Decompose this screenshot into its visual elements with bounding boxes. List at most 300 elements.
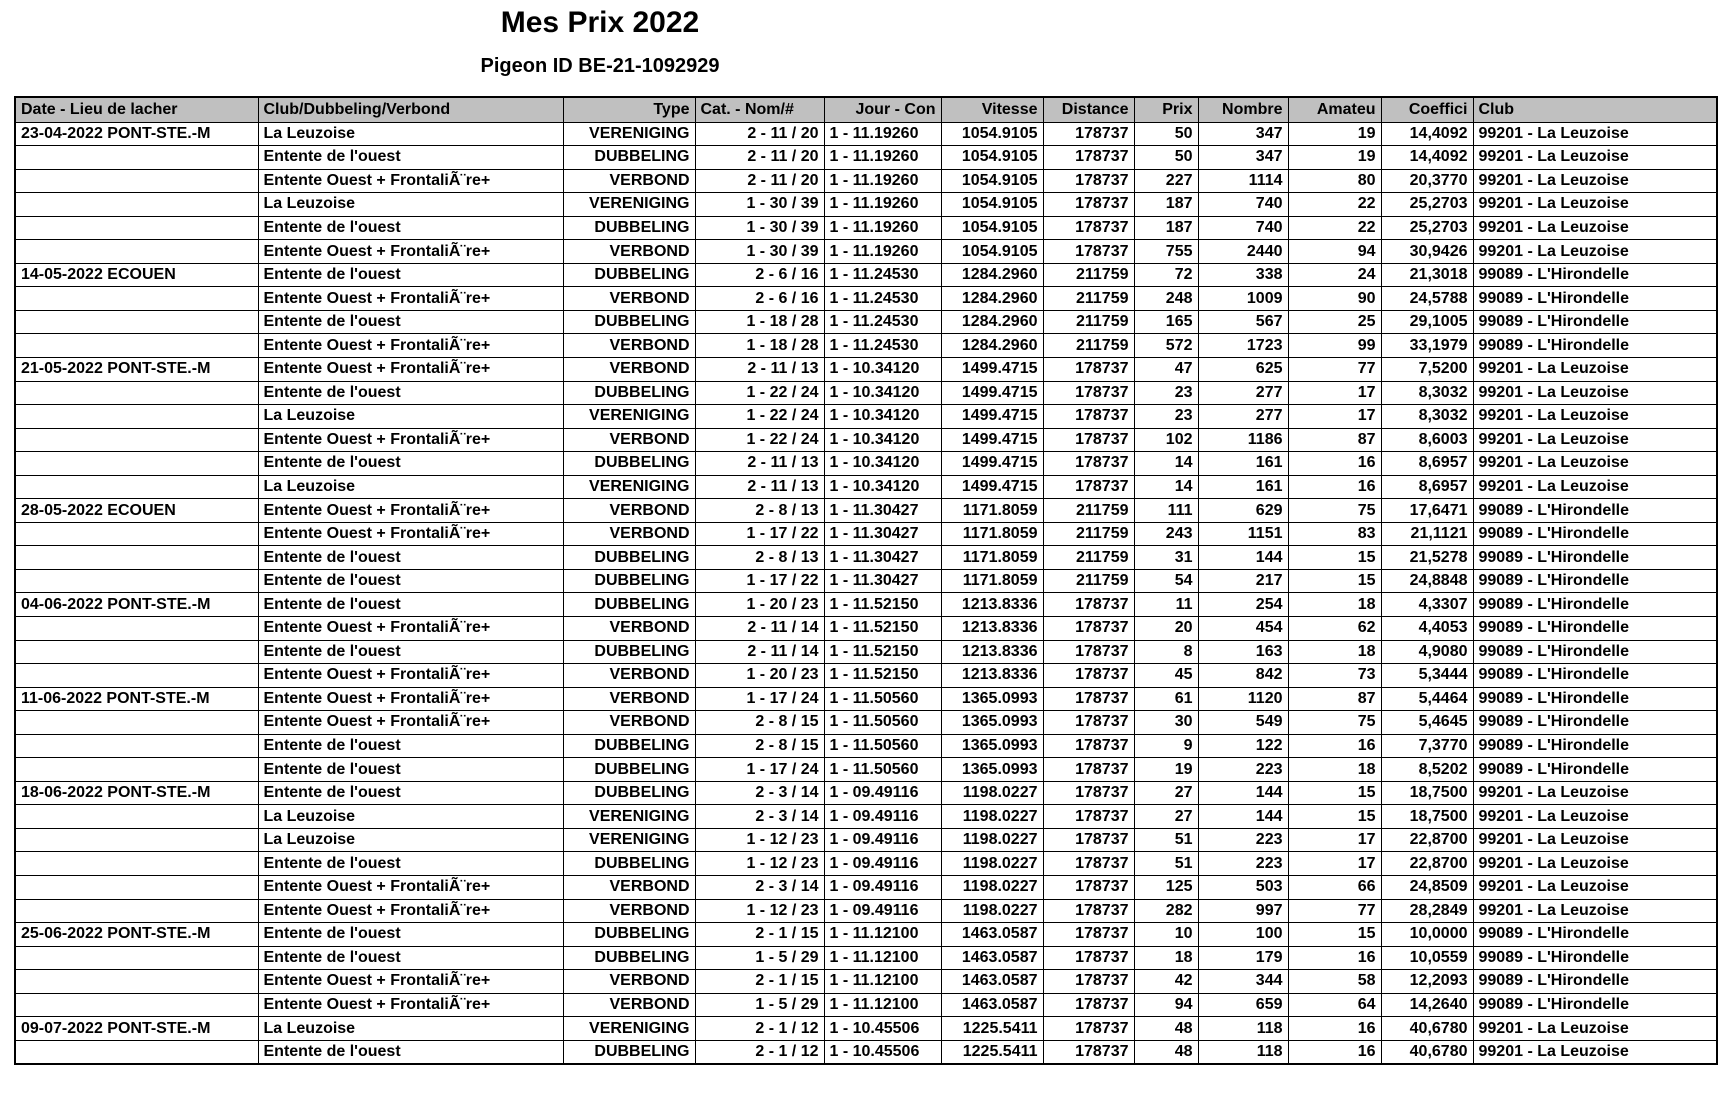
table-row: [15, 169, 1717, 193]
table-cell: 344: [1198, 970, 1288, 994]
table-cell: VERENIGING: [563, 475, 695, 499]
table-cell: [15, 146, 258, 170]
table-cell: 1171.8059: [941, 546, 1043, 570]
table-cell: 99089 - L'Hirondelle: [1473, 993, 1717, 1017]
table-cell: 549: [1198, 711, 1288, 735]
table-cell: 4,4053: [1381, 616, 1473, 640]
table-cell: 22: [1288, 216, 1381, 240]
table-cell: VERENIGING: [563, 805, 695, 829]
table-cell: 1 - 10.45506: [824, 1040, 941, 1064]
table-cell: 29,1005: [1381, 310, 1473, 334]
table-cell: 48: [1134, 1017, 1198, 1041]
table-cell: 161: [1198, 475, 1288, 499]
table-cell: 22,8700: [1381, 852, 1473, 876]
table-row: [15, 146, 1717, 170]
table-row: [15, 711, 1717, 735]
table-cell: 16: [1288, 452, 1381, 476]
table-cell: 11: [1134, 593, 1198, 617]
table-cell: 2 - 6 / 16: [695, 287, 824, 311]
table-cell: 211759: [1043, 546, 1134, 570]
table-cell: 2 - 11 / 13: [695, 357, 824, 381]
table-cell: 227: [1134, 169, 1198, 193]
table-cell: La Leuzoise: [258, 475, 563, 499]
table-cell: [15, 569, 258, 593]
table-cell: 09-07-2022 PONT-STE.-M: [15, 1017, 258, 1041]
table-cell: 842: [1198, 664, 1288, 688]
table-cell: 1 - 11.50560: [824, 734, 941, 758]
table-cell: 1284.2960: [941, 334, 1043, 358]
table-row: [15, 993, 1717, 1017]
table-cell: VERENIGING: [563, 193, 695, 217]
table-row: [15, 805, 1717, 829]
table-cell: 2 - 11 / 20: [695, 122, 824, 146]
table-cell: 1151: [1198, 522, 1288, 546]
table-cell: Entente Ouest + FrontaliÃ¨re+: [258, 334, 563, 358]
table-cell: [15, 734, 258, 758]
table-cell: 90: [1288, 287, 1381, 311]
table-cell: 179: [1198, 946, 1288, 970]
table-cell: 5,3444: [1381, 664, 1473, 688]
table-cell: 1 - 17 / 24: [695, 687, 824, 711]
table-cell: 1 - 11.19260: [824, 169, 941, 193]
table-cell: 04-06-2022 PONT-STE.-M: [15, 593, 258, 617]
table-cell: 1 - 11.19260: [824, 193, 941, 217]
table-cell: [15, 452, 258, 476]
table-cell: 8,6957: [1381, 452, 1473, 476]
table-cell: 1 - 10.34120: [824, 357, 941, 381]
table-cell: 18,7500: [1381, 805, 1473, 829]
table-cell: 1 - 20 / 23: [695, 664, 824, 688]
table-cell: 997: [1198, 899, 1288, 923]
table-cell: 48: [1134, 1040, 1198, 1064]
table-cell: 51: [1134, 828, 1198, 852]
table-row: [15, 546, 1717, 570]
table-cell: 99201 - La Leuzoise: [1473, 781, 1717, 805]
table-cell: 1 - 09.49116: [824, 781, 941, 805]
table-row: [15, 640, 1717, 664]
table-cell: 99089 - L'Hirondelle: [1473, 287, 1717, 311]
table-cell: 94: [1288, 240, 1381, 264]
table-cell: 1499.4715: [941, 475, 1043, 499]
table-cell: 567: [1198, 310, 1288, 334]
table-cell: 1198.0227: [941, 828, 1043, 852]
table-cell: 165: [1134, 310, 1198, 334]
table-cell: 31: [1134, 546, 1198, 570]
table-cell: [15, 240, 258, 264]
report-header: [0, 6, 1200, 78]
table-cell: 99201 - La Leuzoise: [1473, 405, 1717, 429]
table-cell: 125: [1134, 876, 1198, 900]
table-cell: 73: [1288, 664, 1381, 688]
table-cell: 99201 - La Leuzoise: [1473, 805, 1717, 829]
prizes-table: [14, 96, 1718, 1065]
table-cell: 223: [1198, 758, 1288, 782]
table-cell: DUBBELING: [563, 852, 695, 876]
table-cell: 2 - 11 / 13: [695, 452, 824, 476]
table-cell: [15, 616, 258, 640]
table-cell: 1 - 22 / 24: [695, 428, 824, 452]
table-cell: 144: [1198, 781, 1288, 805]
table-cell: 178737: [1043, 240, 1134, 264]
table-cell: 178737: [1043, 970, 1134, 994]
table-cell: 2 - 1 / 15: [695, 923, 824, 947]
table-cell: 30,9426: [1381, 240, 1473, 264]
column-header: Date - Lieu de lacher: [15, 97, 258, 122]
table-cell: VERBOND: [563, 899, 695, 923]
table-cell: 211759: [1043, 263, 1134, 287]
table-cell: VERBOND: [563, 664, 695, 688]
table-row: [15, 122, 1717, 146]
table-cell: DUBBELING: [563, 263, 695, 287]
table-row: [15, 334, 1717, 358]
table-cell: 99089 - L'Hirondelle: [1473, 499, 1717, 523]
table-cell: 178737: [1043, 828, 1134, 852]
table-cell: 8,5202: [1381, 758, 1473, 782]
table-cell: 2 - 11 / 20: [695, 146, 824, 170]
header-row: [15, 97, 1717, 122]
table-cell: 2 - 3 / 14: [695, 876, 824, 900]
table-cell: 15: [1288, 781, 1381, 805]
table-cell: Entente de l'ouest: [258, 734, 563, 758]
table-cell: 1 - 12 / 23: [695, 852, 824, 876]
table-cell: 187: [1134, 216, 1198, 240]
table-cell: Entente de l'ouest: [258, 640, 563, 664]
table-cell: VERENIGING: [563, 1017, 695, 1041]
table-cell: 1171.8059: [941, 499, 1043, 523]
table-cell: [15, 970, 258, 994]
table-cell: 99089 - L'Hirondelle: [1473, 569, 1717, 593]
table-cell: VERBOND: [563, 499, 695, 523]
table-cell: 1 - 09.49116: [824, 899, 941, 923]
table-cell: 1 - 30 / 39: [695, 240, 824, 264]
table-cell: 347: [1198, 122, 1288, 146]
table-cell: 282: [1134, 899, 1198, 923]
table-cell: [15, 1040, 258, 1064]
table-cell: 1 - 5 / 29: [695, 993, 824, 1017]
table-cell: [15, 216, 258, 240]
table-cell: 1 - 11.52150: [824, 664, 941, 688]
table-cell: 4,9080: [1381, 640, 1473, 664]
table-cell: 1054.9105: [941, 146, 1043, 170]
table-cell: [15, 287, 258, 311]
table-cell: 8: [1134, 640, 1198, 664]
table-cell: 163: [1198, 640, 1288, 664]
table-cell: 87: [1288, 687, 1381, 711]
table-cell: Entente Ouest + FrontaliÃ¨re+: [258, 993, 563, 1017]
table-cell: 178737: [1043, 758, 1134, 782]
table-cell: 629: [1198, 499, 1288, 523]
table-row: [15, 899, 1717, 923]
table-cell: 99089 - L'Hirondelle: [1473, 616, 1717, 640]
table-cell: DUBBELING: [563, 146, 695, 170]
table-cell: 22: [1288, 193, 1381, 217]
table-cell: 19: [1288, 122, 1381, 146]
table-cell: Entente de l'ouest: [258, 569, 563, 593]
table-cell: 178737: [1043, 122, 1134, 146]
table-cell: 2 - 1 / 15: [695, 970, 824, 994]
table-cell: DUBBELING: [563, 452, 695, 476]
table-row: [15, 1017, 1717, 1041]
table-cell: 2 - 6 / 16: [695, 263, 824, 287]
table-cell: VERBOND: [563, 616, 695, 640]
table-cell: 27: [1134, 805, 1198, 829]
table-row: [15, 428, 1717, 452]
table-cell: 178737: [1043, 1017, 1134, 1041]
table-cell: 1 - 11.19260: [824, 146, 941, 170]
table-cell: 1054.9105: [941, 240, 1043, 264]
table-cell: 1284.2960: [941, 287, 1043, 311]
table-cell: [15, 640, 258, 664]
table-cell: 223: [1198, 852, 1288, 876]
table-cell: Entente de l'ouest: [258, 310, 563, 334]
table-cell: [15, 876, 258, 900]
table-row: [15, 193, 1717, 217]
table-cell: 1 - 11.52150: [824, 593, 941, 617]
table-cell: Entente de l'ouest: [258, 381, 563, 405]
table-cell: 1 - 17 / 22: [695, 569, 824, 593]
table-cell: 30: [1134, 711, 1198, 735]
table-cell: 10,0559: [1381, 946, 1473, 970]
table-row: [15, 946, 1717, 970]
table-cell: 16: [1288, 946, 1381, 970]
table-cell: Entente de l'ouest: [258, 216, 563, 240]
table-cell: 12,2093: [1381, 970, 1473, 994]
table-cell: Entente de l'ouest: [258, 452, 563, 476]
table-cell: 2 - 11 / 14: [695, 616, 824, 640]
table-cell: 211759: [1043, 287, 1134, 311]
table-cell: 625: [1198, 357, 1288, 381]
table-cell: 99089 - L'Hirondelle: [1473, 923, 1717, 947]
table-cell: 1 - 11.12100: [824, 993, 941, 1017]
table-cell: 178737: [1043, 428, 1134, 452]
table-row: [15, 687, 1717, 711]
table-cell: DUBBELING: [563, 781, 695, 805]
table-cell: 1 - 09.49116: [824, 876, 941, 900]
table-cell: 178737: [1043, 381, 1134, 405]
column-header: Club: [1473, 97, 1717, 122]
table-cell: 1 - 10.34120: [824, 428, 941, 452]
table-row: [15, 852, 1717, 876]
table-row: [15, 287, 1717, 311]
table-row: [15, 734, 1717, 758]
table-cell: 23-04-2022 PONT-STE.-M: [15, 122, 258, 146]
table-cell: 178737: [1043, 852, 1134, 876]
table-cell: [15, 193, 258, 217]
table-cell: [15, 428, 258, 452]
table-cell: 14: [1134, 475, 1198, 499]
table-cell: Entente de l'ouest: [258, 852, 563, 876]
table-cell: VERBOND: [563, 970, 695, 994]
table-cell: 50: [1134, 122, 1198, 146]
table-cell: 21,1121: [1381, 522, 1473, 546]
table-row: [15, 923, 1717, 947]
table-cell: 178737: [1043, 946, 1134, 970]
table-cell: 1225.5411: [941, 1040, 1043, 1064]
table-cell: 178737: [1043, 734, 1134, 758]
table-cell: 14-05-2022 ECOUEN: [15, 263, 258, 287]
table-row: [15, 664, 1717, 688]
table-cell: 111: [1134, 499, 1198, 523]
table-cell: 1 - 11.19260: [824, 240, 941, 264]
table-cell: 7,3770: [1381, 734, 1473, 758]
table-cell: 1499.4715: [941, 452, 1043, 476]
table-cell: 1 - 11.52150: [824, 640, 941, 664]
table-cell: 178737: [1043, 452, 1134, 476]
table-cell: 18-06-2022 PONT-STE.-M: [15, 781, 258, 805]
table-cell: 102: [1134, 428, 1198, 452]
table-cell: 2 - 8 / 15: [695, 734, 824, 758]
table-cell: 19: [1288, 146, 1381, 170]
table-cell: 99201 - La Leuzoise: [1473, 216, 1717, 240]
table-row: [15, 970, 1717, 994]
table-cell: 51: [1134, 852, 1198, 876]
table-cell: 72: [1134, 263, 1198, 287]
table-cell: 1463.0587: [941, 946, 1043, 970]
table-cell: 99201 - La Leuzoise: [1473, 852, 1717, 876]
table-cell: 20: [1134, 616, 1198, 640]
table-row: [15, 405, 1717, 429]
table-cell: [15, 664, 258, 688]
table-cell: 33,1979: [1381, 334, 1473, 358]
table-cell: [15, 993, 258, 1017]
table-cell: 10: [1134, 923, 1198, 947]
table-row: [15, 475, 1717, 499]
table-cell: 99089 - L'Hirondelle: [1473, 546, 1717, 570]
table-cell: 454: [1198, 616, 1288, 640]
table-cell: VERENIGING: [563, 405, 695, 429]
table-cell: 54: [1134, 569, 1198, 593]
table-cell: 1499.4715: [941, 381, 1043, 405]
table-cell: 1 - 11.30427: [824, 499, 941, 523]
table-cell: 40,6780: [1381, 1017, 1473, 1041]
table-row: [15, 357, 1717, 381]
table-cell: DUBBELING: [563, 593, 695, 617]
table-cell: Entente de l'ouest: [258, 263, 563, 287]
table-cell: 99201 - La Leuzoise: [1473, 452, 1717, 476]
table-cell: 18,7500: [1381, 781, 1473, 805]
table-cell: [15, 405, 258, 429]
table-cell: 1 - 18 / 28: [695, 334, 824, 358]
table-cell: 16: [1288, 475, 1381, 499]
table-cell: 161: [1198, 452, 1288, 476]
table-row: [15, 616, 1717, 640]
table-cell: 1 - 11.12100: [824, 946, 941, 970]
table-cell: 17: [1288, 852, 1381, 876]
table-cell: 178737: [1043, 993, 1134, 1017]
table-cell: 99089 - L'Hirondelle: [1473, 711, 1717, 735]
table-cell: 1 - 20 / 23: [695, 593, 824, 617]
table-cell: 1 - 11.24530: [824, 334, 941, 358]
table-cell: 99089 - L'Hirondelle: [1473, 687, 1717, 711]
table-row: [15, 310, 1717, 334]
table-cell: DUBBELING: [563, 946, 695, 970]
table-cell: Entente de l'ouest: [258, 593, 563, 617]
table-cell: 2 - 3 / 14: [695, 781, 824, 805]
table-row: [15, 781, 1717, 805]
table-cell: [15, 852, 258, 876]
table-cell: DUBBELING: [563, 734, 695, 758]
table-cell: 2 - 1 / 12: [695, 1040, 824, 1064]
table-cell: 24,5788: [1381, 287, 1473, 311]
table-cell: 77: [1288, 899, 1381, 923]
table-cell: La Leuzoise: [258, 828, 563, 852]
table-cell: 1463.0587: [941, 970, 1043, 994]
table-cell: Entente Ouest + FrontaliÃ¨re+: [258, 428, 563, 452]
table-row: [15, 499, 1717, 523]
table-cell: 178737: [1043, 640, 1134, 664]
table-cell: 1463.0587: [941, 923, 1043, 947]
column-header: Amateu: [1288, 97, 1381, 122]
table-cell: 740: [1198, 216, 1288, 240]
table-cell: 8,3032: [1381, 405, 1473, 429]
table-header: [15, 97, 1717, 122]
table-cell: 755: [1134, 240, 1198, 264]
table-cell: 1120: [1198, 687, 1288, 711]
table-cell: 178737: [1043, 923, 1134, 947]
table-cell: 1 - 09.49116: [824, 805, 941, 829]
table-cell: 1499.4715: [941, 357, 1043, 381]
table-cell: 1213.8336: [941, 664, 1043, 688]
table-cell: 1009: [1198, 287, 1288, 311]
table-cell: 17: [1288, 381, 1381, 405]
table-cell: 1 - 22 / 24: [695, 381, 824, 405]
table-cell: 178737: [1043, 876, 1134, 900]
table-cell: 61: [1134, 687, 1198, 711]
table-cell: 1 - 11.19260: [824, 216, 941, 240]
table-cell: 187: [1134, 193, 1198, 217]
table-cell: 99089 - L'Hirondelle: [1473, 263, 1717, 287]
table-cell: 1 - 09.49116: [824, 828, 941, 852]
table-cell: 24: [1288, 263, 1381, 287]
table-cell: 8,6003: [1381, 428, 1473, 452]
table-cell: VERBOND: [563, 169, 695, 193]
table-cell: 15: [1288, 923, 1381, 947]
table-cell: 14,4092: [1381, 146, 1473, 170]
table-cell: 122: [1198, 734, 1288, 758]
table-cell: 254: [1198, 593, 1288, 617]
table-cell: [15, 711, 258, 735]
table-cell: 1213.8336: [941, 593, 1043, 617]
table-cell: 338: [1198, 263, 1288, 287]
table-cell: 8,6957: [1381, 475, 1473, 499]
column-header: Vitesse: [941, 97, 1043, 122]
table-cell: Entente de l'ouest: [258, 546, 563, 570]
table-cell: 1284.2960: [941, 310, 1043, 334]
table-cell: 99201 - La Leuzoise: [1473, 876, 1717, 900]
table-cell: Entente Ouest + FrontaliÃ¨re+: [258, 876, 563, 900]
table-cell: DUBBELING: [563, 569, 695, 593]
table-cell: 15: [1288, 805, 1381, 829]
table-cell: 99201 - La Leuzoise: [1473, 828, 1717, 852]
table-cell: [15, 546, 258, 570]
table-cell: 1 - 11.24530: [824, 287, 941, 311]
column-header: Cat. - Nom/#: [695, 97, 824, 122]
table-cell: 17,6471: [1381, 499, 1473, 523]
table-cell: 243: [1134, 522, 1198, 546]
table-cell: [15, 522, 258, 546]
table-cell: 1 - 11.12100: [824, 970, 941, 994]
table-cell: VERBOND: [563, 993, 695, 1017]
table-cell: 45: [1134, 664, 1198, 688]
table-cell: 25-06-2022 PONT-STE.-M: [15, 923, 258, 947]
table-cell: 217: [1198, 569, 1288, 593]
table-cell: 1 - 10.34120: [824, 381, 941, 405]
table-cell: 1365.0993: [941, 758, 1043, 782]
table-cell: 1 - 5 / 29: [695, 946, 824, 970]
table-cell: VERBOND: [563, 334, 695, 358]
table-cell: 1 - 11.50560: [824, 758, 941, 782]
table-cell: 99089 - L'Hirondelle: [1473, 970, 1717, 994]
